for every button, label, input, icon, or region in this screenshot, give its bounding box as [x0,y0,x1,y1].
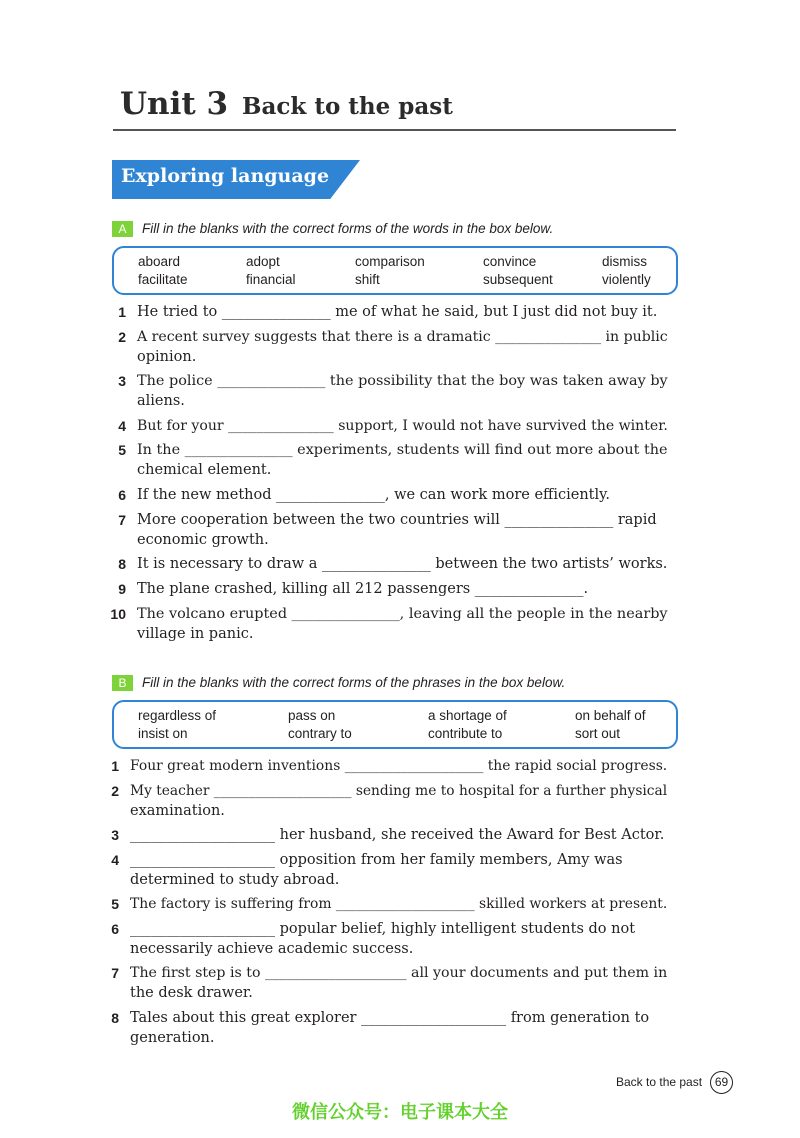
item-number: 4 [111,852,119,868]
box-word: facilitate [138,272,188,287]
item-text: If the new method _______________, we can work more efficiently. [137,487,611,503]
item-text-continued: examination. [130,803,225,819]
box-phrase: pass on [288,708,336,723]
item-number: 5 [111,896,119,912]
word-box-a [112,246,678,295]
item-text: But for your _______________ support, I would not have survived the winter. [137,418,668,434]
item-text: My teacher ____________________ sending me to hospital for a further physical [130,783,668,799]
footer-unit-label: Back to the past [616,1075,703,1089]
item-text: ____________________ popular belief, highly intelligent students do not [130,921,636,937]
item-number: 2 [111,783,119,799]
section-banner-title: Exploring language [121,165,330,187]
box-word: violently [602,272,651,287]
page-number: 69 [710,1071,733,1094]
box-word: shift [355,272,380,287]
item-text: The factory is suffering from ____________________ skilled workers at present. [130,896,668,912]
unit-number: Unit 3 [120,86,229,122]
exercise-b-instruction: Fill in the blanks with the correct forms of the phrases in the box below. [142,675,566,690]
item-text-continued: the desk drawer. [130,985,253,1001]
box-phrase: on behalf of [575,708,646,723]
item-number: 7 [111,965,119,981]
phrase-box-b [112,700,678,749]
item-text-continued: generation. [130,1030,215,1046]
item-number: 8 [111,1010,119,1026]
item-number: 7 [118,512,126,528]
item-number: 10 [110,606,126,622]
item-text: It is necessary to draw a _______________ between the two artists’ works. [137,556,668,572]
item-text-continued: determined to study abroad. [130,872,340,888]
item-number: 2 [118,329,126,345]
item-number: 5 [118,442,126,458]
box-phrase: sort out [575,726,621,741]
item-number: 1 [118,304,126,320]
exercise-a-tag: A [112,221,133,237]
box-word: financial [246,272,296,287]
title-divider [113,129,676,131]
item-number: 6 [111,921,119,937]
watermark-text: 微信公众号：电子课本大全 [292,1102,508,1123]
item-text: Tales about this great explorer ____________________ from generation to [130,1010,650,1026]
item-text: More cooperation between the two countries will _______________ rapid [137,512,657,528]
item-text: The police _______________ the possibility that the boy was taken away by [137,373,668,389]
item-text-continued: necessarily achieve academic success. [130,941,414,957]
box-phrase: contrary to [288,726,352,741]
item-text-continued: economic growth. [137,532,269,548]
box-word: adopt [246,254,280,269]
item-text: The plane crashed, killing all 212 passengers _______________. [137,581,589,597]
box-phrase: a shortage of [428,708,507,723]
box-phrase: contribute to [428,726,503,741]
box-phrase: insist on [138,726,188,741]
item-text-continued: village in panic. [137,626,254,642]
item-text: A recent survey suggests that there is a dramatic _______________ in public [137,329,668,345]
item-number: 4 [118,418,126,434]
item-number: 9 [118,581,126,597]
unit-heading [120,86,453,122]
item-text-continued: aliens. [137,393,185,409]
box-word: aboard [138,254,181,269]
box-phrase: regardless of [138,708,217,723]
item-text: ____________________ opposition from her family members, Amy was [130,852,623,868]
item-text-continued: opinion. [137,349,197,365]
item-text: The volcano erupted _______________, leaving all the people in the nearby [137,606,668,622]
box-word: convince [483,254,537,269]
item-number: 3 [118,373,126,389]
item-number: 3 [111,827,119,843]
box-word: dismiss [602,254,648,269]
item-text: He tried to _______________ me of what he said, but I just did not buy it. [137,304,658,320]
box-word: comparison [355,254,425,269]
item-text: ____________________ her husband, she received the Award for Best Actor. [130,827,665,843]
item-text: In the _______________ experiments, students will find out more about the [137,442,668,458]
item-number: 1 [111,758,119,774]
item-text: Four great modern inventions ____________________ the rapid social progress. [130,758,668,774]
item-text-continued: chemical element. [137,462,272,478]
item-number: 8 [118,556,126,572]
box-word: subsequent [483,272,553,287]
item-number: 6 [118,487,126,503]
unit-title: Back to the past [242,93,453,120]
exercise-b-tag: B [112,675,133,691]
exercise-a-instruction: Fill in the blanks with the correct forms of the words in the box below. [142,221,554,236]
item-text: The first step is to ____________________ all your documents and put them in [130,965,668,981]
